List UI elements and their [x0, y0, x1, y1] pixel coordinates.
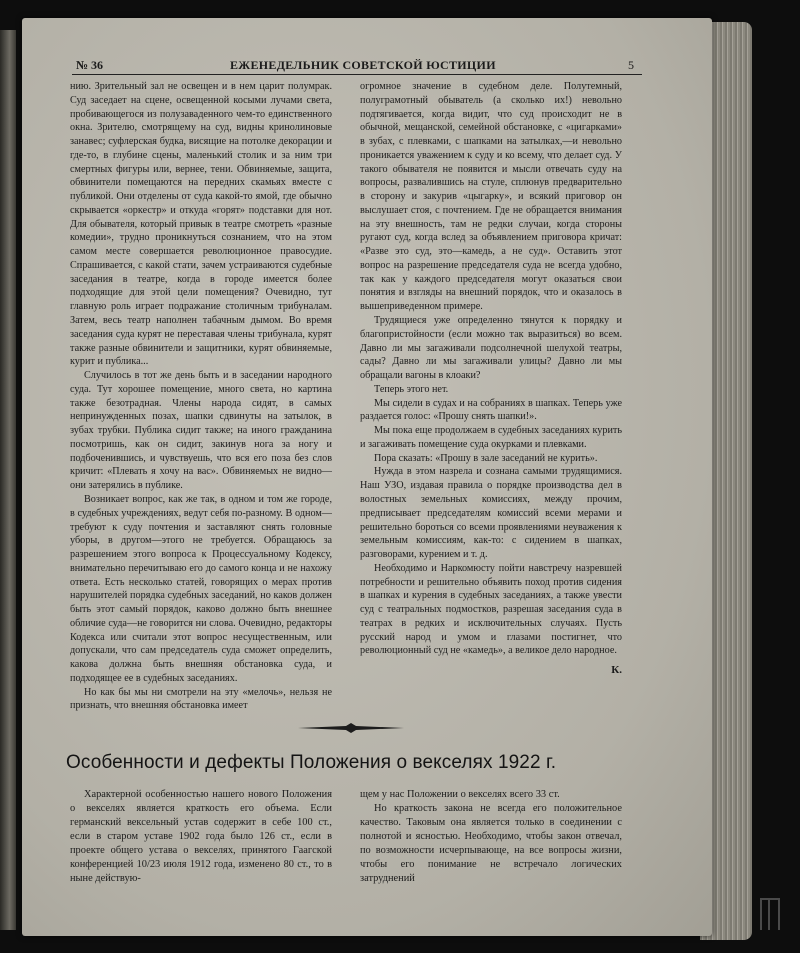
article-left-column [70, 788, 332, 886]
section-divider-ornament [296, 722, 406, 734]
scanner-mark [760, 898, 780, 930]
paragraph: огромное значение в судебном деле. Полутемный, полуграмотный обыватель (а сколько их!) невольно подтягивается, когда видит, что суд происходит не в обычной, мещанской, семейной обстановке, с «цигарками» в зубах, с плевками, с шапками на затылках,—и невольно проникается уважением к суду и ко всему, что делает суд. У такого обывателя не появится и мысли отвечать суду на вопросы, развалившись на стуле, сплюнув предварительно в сторону и закурив «цыгарку», и всякий приговор он выслушает стоя, с почтением. Где не обращается внимания на эту внешность, там не редки случаи, когда стороны ругают суд, когда вслед за объявлением приговора кричат: «Разве это суд, это—камедь, а не суд». Оставить этот вопрос на разрешение председателя суда не всегда удобно, так как у каждого председателя могут оказаться свои понятия и взгляды на внешний порядок, что и оказалось в вышеприведенном примере. [360, 81, 622, 313]
previous-page-edge [0, 30, 16, 930]
paragraph: Необходимо и Наркомюсту пойти навстречу назревшей потребности и решительно объявить поход против сидения в шапках и курения в судебных заседаниях, а также увести суд с театральных подмостков, разрешая заседания суда в театрах в редких и исключительных случаях. Пусть русский народ и умом и глазами постигнет, что революционный суд не «камедь», а великое дело народное. [360, 562, 622, 657]
paragraph: Но как бы мы ни смотрели на эту «мелочь», нельзя не признать, что внешняя обстановка имеет [70, 686, 332, 712]
issue-number: № 36 [76, 58, 104, 72]
right-text-column [360, 80, 622, 678]
paragraph: Нужда в этом назрела и сознана самыми трудящимися. Наш УЗО, издавая правила о порядке производства дел в волостных земельных комиссиях, между прочим, предписывает председателям комиссий всеми мерами и решительно бороться со всеми проявлениями неуважения к земельным комиссиям, как-то: с сидением в шапках, разговорами, курением и т. д. [360, 466, 622, 561]
paragraph: Но краткость закона не всегда его положительное качество. Таковым она является только в соединении с полнотой и ясностью. Необходимо, чтобы закон отвечал, по возможности исчерпывающе, на все вопросы жизни, чтобы его понимание не встречало логических затруднений [360, 803, 622, 885]
running-header [70, 58, 634, 74]
paragraph: Мы пока еще продолжаем в судебных заседаниях курить и загаживать помещение суда окурками и плевками. [360, 425, 622, 450]
author-signature: К. [611, 664, 622, 677]
paragraph: Мы сидели в судах и на собраниях в шапках. Теперь уже раздается голос: «Прошу снять шапки!». [360, 397, 622, 423]
paragraph: Теперь этого нет. [374, 383, 449, 395]
journal-title: ЕЖЕНЕДЕЛЬНИК СОВЕТСКОЙ ЮСТИЦИИ [230, 58, 496, 72]
paragraph: Трудящиеся уже определенно тянутся к порядку и благопристойности (если можно так выразиться) во всем. Давно ли мы загаживали подсолнечной шелухой театры, сады? Давно ли мы загаживали улицы? Давно ли мы обращали вагоны в клоаки? [360, 315, 622, 382]
header-rule [72, 74, 642, 75]
paragraph: Возникает вопрос, как же так, в одном и том же городе, в судебных учреждениях, ведут себя по-разному. В одном—требуют к суду почтения и заставляют снять головные уборы, в другом—этого не требуется. Обращаюсь за разрешением этого вопроса к Процессуальному Кодексу, внимательно перечитываю его до самого конца и не нахожу ответа. Есть несколько статей, говорящих о мерах против нарушителей порядка судебных заседаний, но каков должен быть этот самый порядок, каково должно быть внешнее обличие суда—не говорится ни слова. Очевидно, редакторы Кодекса или считали этот вопрос несущественным, или допускали, что сам председатель суда сможет определить, какова должна быть внешняя обстановка суда, и подходящее ее в судебных заседаниях. [70, 493, 332, 684]
paragraph: щем у нас Положении о векселях всего 33 ст. [360, 789, 560, 800]
paragraph: Характерной особенностью нашего нового Положения о векселях является краткость его объема. Если германский вексельный устав содержит в себе 100 ст., если в старом уставе 1902 года было 126 ст., если в проекте общего устава о векселях, принятого Гаагской конференцией 10/23 июля 1912 года, изменено 80 ст., то в ныне действую- [70, 789, 332, 885]
page-number: 5 [628, 58, 634, 72]
paragraph: Случилось в тот же день быть и в заседании народного суда. Тут хорошее помещение, много света, но картина также безотрадная. Члены народа сидят, в самых непринужденных позах, шапки сдвинуты на затылок, в зубах трубки. Публика сидит также; на иного гражданина посмотришь, как он сидит, закинув нога за ногу и подбоченившись, и чувствуешь, что вся его поза без слов кричит: «Плевать я хочу на вас». Обвиняемых не видно—они затерялись в публике. [70, 370, 332, 492]
left-text-column [70, 80, 332, 713]
article-title: Особенности и дефекты Положения о векселях 1922 г. [66, 752, 557, 773]
article-right-column [360, 788, 622, 886]
paragraph: нию. Зрительный зал не освещен и в нем царит полумрак. Суд заседает на сцене, освещенной косыми лучами света, пробивающегося из полузаваденного чем-то единственного окна. Зрителю, смотрящему на суд, видны кринолиновые занавес; суфлерская будка, висящие на потолке декорации и где-то, в глубине сцены, маленький столик и за ним три смертных фигуры или, вернее, тени. Обвиняемые, защита, обвинители помещаются на передних скамьях вместе с публикой. Они отделены от суда какой-то ямой, где обычно скрывается «оркестр» и откуда «горят» подставки для нот. Для обывателя, который привык в театре смотреть «разные комедии», трудно проникнуться сознанием, что на этом самом месте совершается революционное правосудие. Спрашивается, с какой стати, зачем устраиваются судебные заседания в театре, когда в городе имеется более подходящие для этой цели помещения? Очевидно, тут главную роль играет подражание столичным трибуналам. Затем, весь театр наполнен табачным дымом. Во время заседания суда курят не переставая члены трибунала, курят также разные обвинители и защитники, курят обвиняемые, курит и публика... [70, 81, 332, 368]
paragraph: Пора сказать: «Прошу в зале заседаний не курить». [374, 452, 598, 464]
